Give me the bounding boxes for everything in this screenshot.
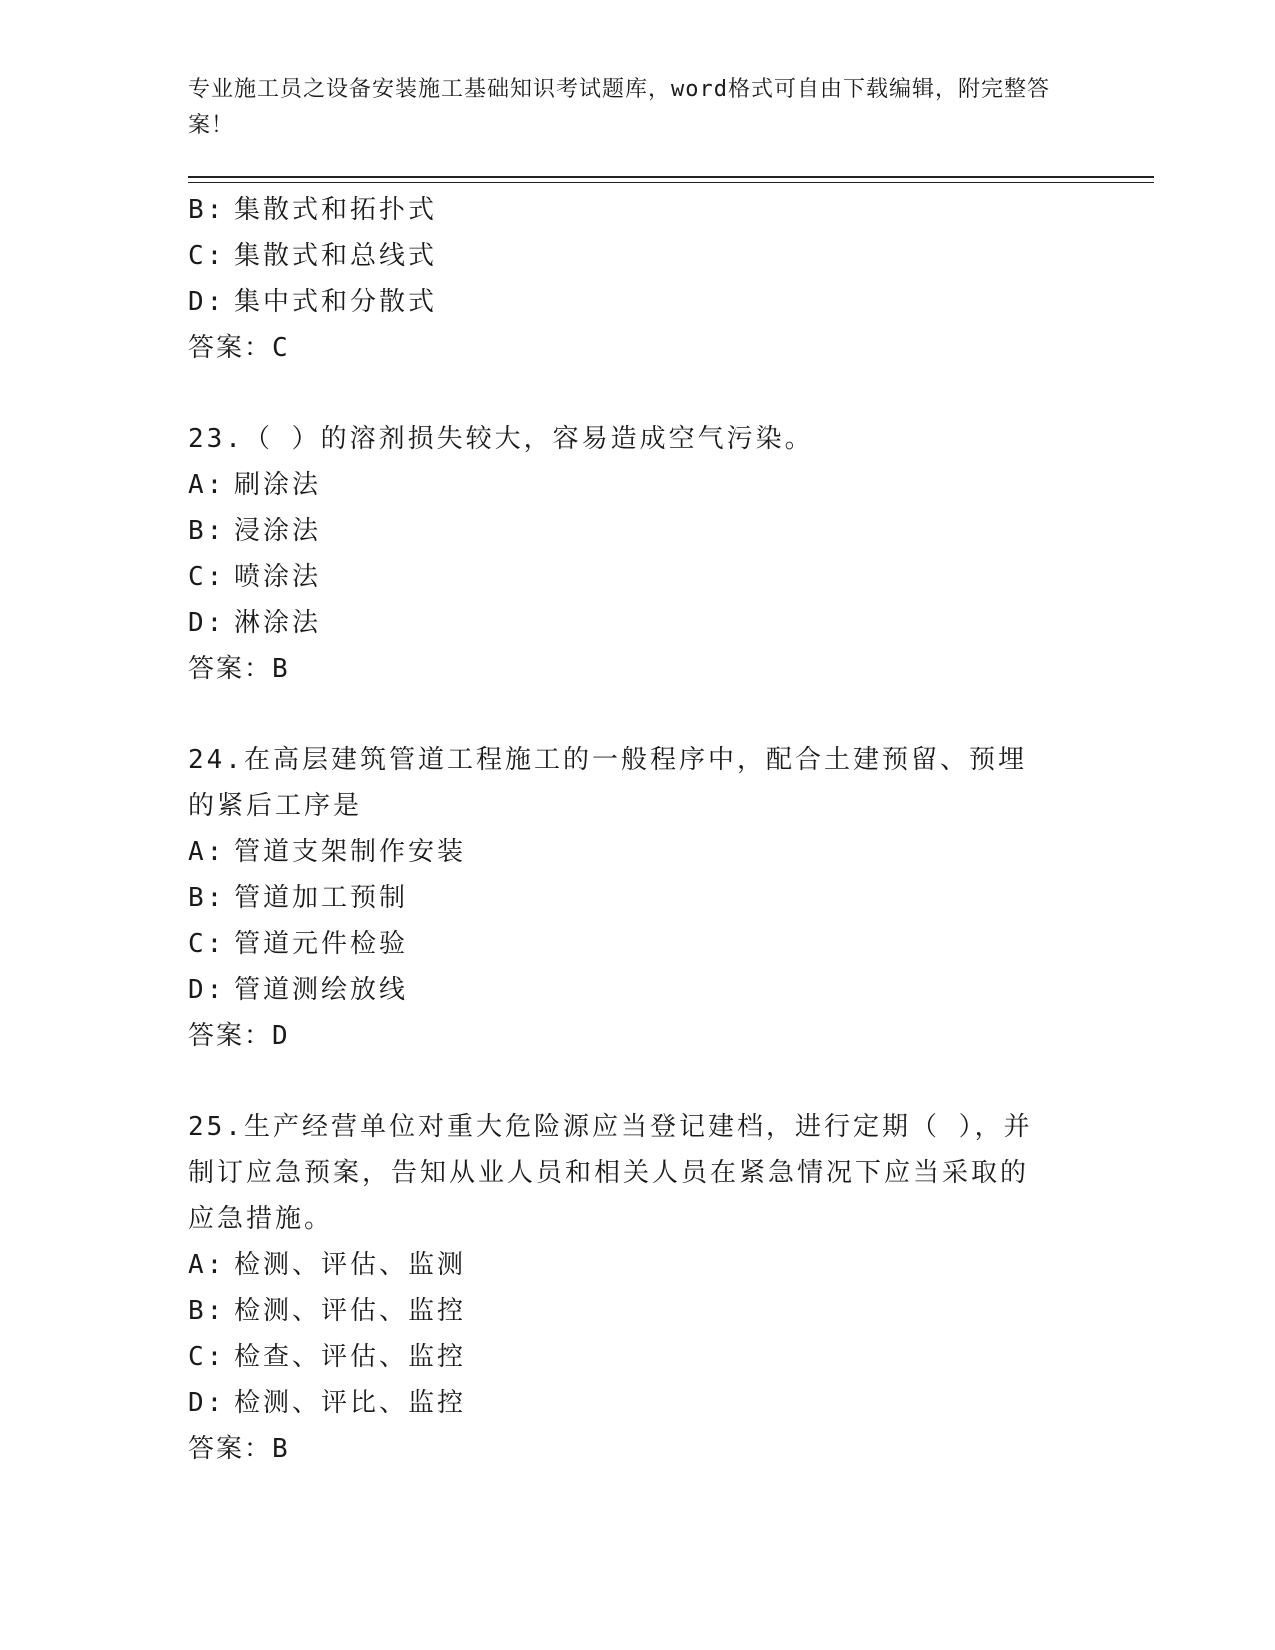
answer-line: 答案：C	[188, 333, 290, 363]
question-25	[188, 1104, 1088, 1472]
option-d: D: 检测、评比、监控	[188, 1388, 467, 1418]
option-d: D: 管道测绘放线	[188, 975, 409, 1005]
question-23	[188, 416, 1088, 692]
question-list	[188, 187, 1088, 1472]
option-b: B: 检测、评估、监控	[188, 1296, 467, 1326]
option-c: C: 检查、评估、监控	[188, 1342, 467, 1372]
question-stem: 23.（ ）的溶剂损失较大，容易造成空气污染。	[188, 424, 814, 454]
option-d: D: 淋涂法	[188, 608, 322, 638]
option-d: D: 集中式和分散式	[188, 287, 438, 317]
option-c: C: 管道元件检验	[188, 929, 409, 959]
option-c: C: 喷涂法	[188, 562, 322, 592]
document-header: 专业施工员之设备安装施工基础知识考试题库，word格式可自由下载编辑，附完整答案！	[188, 77, 1050, 138]
header-divider-thin	[188, 182, 1154, 183]
answer-line: 答案：B	[188, 654, 290, 684]
option-a: A: 管道支架制作安装	[188, 837, 467, 867]
header-divider-thick	[188, 176, 1154, 178]
question-24	[188, 737, 1088, 1059]
question-stem: 25.生产经营单位对重大危险源应当登记建档，进行定期（ ），并制订应急预案，告知从业人员和相关人员在紧急情况下应当采取的应急措施。	[188, 1112, 1033, 1234]
option-a: A: 刷涂法	[188, 470, 322, 500]
option-a: A: 检测、评估、监测	[188, 1250, 467, 1280]
answer-line: 答案：B	[188, 1434, 290, 1464]
prev-question-block	[188, 187, 1088, 371]
option-c: C: 集散式和总线式	[188, 241, 438, 271]
answer-line: 答案：D	[188, 1021, 290, 1051]
option-b: B: 管道加工预制	[188, 883, 409, 913]
option-b: B: 浸涂法	[188, 516, 322, 546]
option-b: B: 集散式和拓扑式	[188, 195, 438, 225]
question-stem: 24.在高层建筑管道工程施工的一般程序中，配合土建预留、预埋的紧后工序是	[188, 745, 1027, 821]
